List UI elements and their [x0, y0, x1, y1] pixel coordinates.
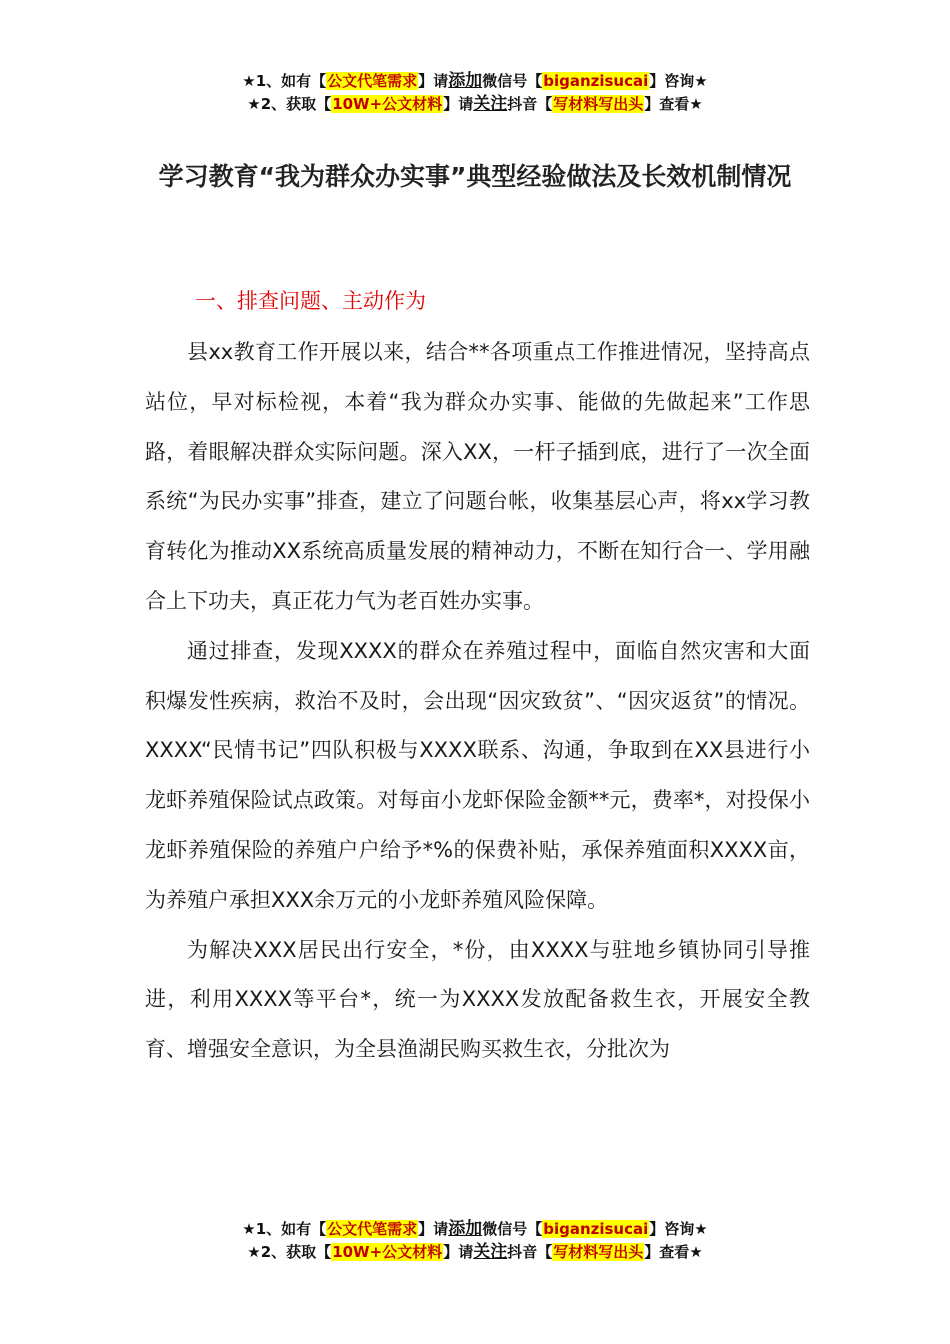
section-heading-1: 一、排查问题、主动作为: [195, 289, 426, 313]
highlight-ghostwriting: 公文代笔需求: [327, 72, 418, 90]
document-body: [145, 328, 810, 1075]
highlight-douyin-account: 写材料写出头: [553, 95, 644, 113]
highlight-ghostwriting: 公文代笔需求: [327, 1220, 418, 1238]
promo-line-2: ★2、获取【10W+公文材料】请关注抖音【写材料写出头】查看★: [247, 1242, 703, 1262]
highlight-wechat-id: biganzisucai: [543, 72, 649, 90]
highlight-materials: 10W+公文材料: [332, 1243, 443, 1261]
promo-line-2: ★2、获取【10W+公文材料】请关注抖音【写材料写出头】查看★: [247, 94, 703, 114]
promo-banner-top: [0, 70, 950, 116]
document-title: 学习教育“我为群众办实事”典型经验做法及长效机制情况: [158, 162, 792, 191]
paragraph-1: 县xx教育工作开展以来，结合**各项重点工作推进情况，坚持高点站位，早对标检视，本着“我为群众办实事、能做的先做起来”工作思路，着眼解决群众实际问题。深入XX，一杆子插到底，进行了一次全面系统“为民办实事”排查，建立了问题台帐，收集基层心声，将xx学习教育转化为推动XX系统高质量发展的精神动力，不断在知行合一、学用融合上下功夫，真正花力气为老百姓办实事。: [145, 340, 810, 613]
highlight-materials: 10W+公文材料: [332, 95, 443, 113]
highlight-wechat-id: biganzisucai: [543, 1220, 649, 1238]
highlight-douyin-account: 写材料写出头: [553, 1243, 644, 1261]
promo-line-1: ★1、如有【公文代笔需求】请添加微信号【biganzisucai】咨询★: [242, 71, 708, 91]
promo-line-1: ★1、如有【公文代笔需求】请添加微信号【biganzisucai】咨询★: [242, 1219, 708, 1239]
promo-banner-bottom: [0, 1218, 950, 1264]
paragraph-2: 通过排查，发现XXXX的群众在养殖过程中，面临自然灾害和大面积爆发性疾病，救治不及时，会出现“因灾致贫”、“因灾返贫”的情况。XXXX“民情书记”四队积极与XXXX联系、沟通，争取到在XX县进行小龙虾养殖保险试点政策。对每亩小龙虾保险金额**元，费率*，对投保小龙虾养殖保险的养殖户户给予*%的保费补贴，承保养殖面积XXXX亩，为养殖户承担XXX余万元的小龙虾养殖风险保障。: [145, 638, 810, 912]
paragraph-3: 为解决XXX居民出行安全，*份，由XXXX与驻地乡镇协同引导推进，利用XXXX等平台*，统一为XXXX发放配备救生衣，开展安全教育、增强安全意识，为全县渔湖民购买救生衣，分批次为: [145, 937, 810, 1062]
